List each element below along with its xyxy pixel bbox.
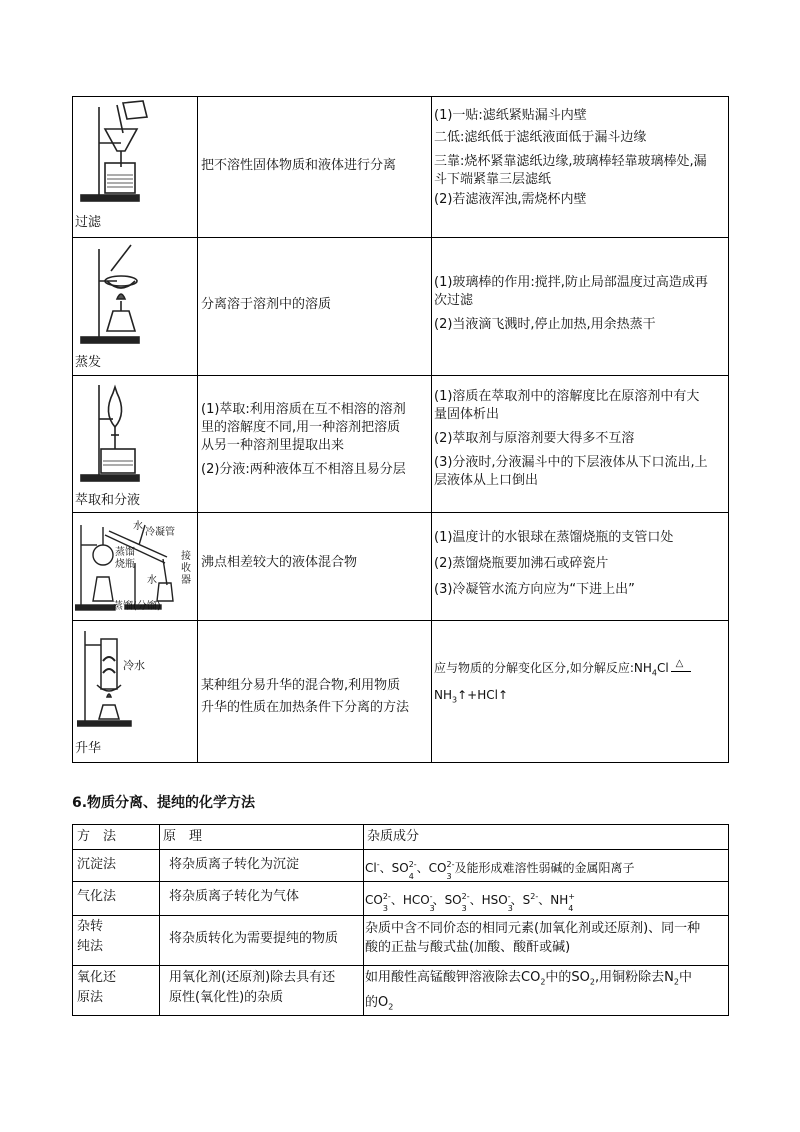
principle-line: (2)分液:两种液体互不相溶且易分层 [201, 462, 406, 477]
table-divider [73, 237, 728, 238]
principle-text [201, 155, 396, 177]
method-line: 杂转 [77, 919, 104, 934]
notes-text [434, 105, 726, 211]
principle-line: 里的溶解度不同,用一种溶剂把溶质 [201, 420, 401, 435]
apparatus-annotation: 器 [181, 575, 191, 586]
superscript: - [376, 860, 380, 869]
method-cell [77, 917, 103, 957]
note-line: 量固体析出 [434, 407, 500, 422]
condition-symbol: △ [675, 658, 684, 669]
note-line: (3)分液时,分液漏斗中的下层液体从下口流出,上 [434, 455, 708, 470]
column-header-impurity: 杂质成分 [367, 829, 420, 844]
section-title: 6.物质分离、提纯的化学方法 [72, 795, 256, 811]
method-label: 蒸发 [75, 355, 102, 370]
superscript: 2- [446, 860, 455, 869]
note-line: (3)冷凝管水流方向应为“下进上出” [434, 582, 635, 597]
principle-line: 把不溶性固体物质和液体进行分离 [201, 158, 397, 173]
table-divider [73, 915, 728, 916]
subscript: 3 [452, 695, 458, 705]
note-line: 三靠:烧杯紧靠滤纸边缘,玻璃棒轻靠玻璃棒处,漏 [434, 154, 707, 169]
note-text: ↑+HCl↑ [457, 688, 508, 703]
note-line: (1)一贴:滤纸紧贴漏斗内壁 [434, 108, 587, 123]
method-cell: 气化法 [77, 889, 117, 904]
apparatus-annotation: 水 [133, 521, 143, 532]
impurity-text: 中 [678, 970, 692, 985]
separation-table [72, 96, 729, 763]
principle-text [201, 552, 357, 574]
notes-text [434, 657, 728, 712]
impurity-line: 酸的正盐与酸式盐(加酸、酸酐或碱) [365, 940, 571, 955]
ion-charge [408, 855, 417, 881]
apparatus-annotation: 水 [147, 575, 157, 586]
apparatus-caption: 蒸馏(分馏) [113, 601, 161, 612]
principle-line: 从另一种溶剂里提取出来 [201, 438, 345, 453]
ion-text: 、SO [379, 861, 409, 875]
principle-cell: 将杂质转化为需要提纯的物质 [169, 931, 339, 946]
apparatus-annotation: 收 [181, 563, 191, 574]
ion-text: 、NH [538, 893, 569, 907]
subscript: 2 [540, 977, 546, 987]
method-label: 萃取和分液 [75, 493, 141, 508]
chemical-methods-table [72, 824, 729, 1016]
ion-text: 、S [510, 893, 531, 907]
note-line [434, 684, 728, 711]
note-line: (1)温度计的水银球在蒸馏烧瓶的支管口处 [434, 530, 674, 545]
principle-cell: 将杂质离子转化为沉淀 [169, 857, 300, 872]
note-line: 层液体从上口倒出 [434, 473, 539, 488]
superscript: 2- [382, 892, 391, 901]
subscript: 3 [382, 904, 388, 913]
subscript: 3 [507, 904, 513, 913]
apparatus-annotation: 冷水 [123, 659, 145, 672]
ion-text: 、CO [416, 861, 447, 875]
table-divider [73, 375, 728, 376]
method-line: 原法 [77, 990, 104, 1005]
table-divider [431, 97, 432, 762]
note-line: (2)若滤液浑浊,需烧杯内壁 [434, 192, 587, 207]
principle-text [201, 675, 429, 719]
note-line: 二低:滤纸低于滤纸液面低于漏斗边缘 [434, 130, 647, 145]
column-header-principle: 原 理 [163, 829, 203, 844]
apparatus-annotation: 烧瓶 [115, 559, 135, 570]
principle-line: 分离溶于溶剂中的溶质 [201, 297, 332, 312]
table-divider [197, 97, 198, 762]
principle-line: 原性(氧化性)的杂质 [169, 990, 284, 1005]
subscript: 4 [568, 904, 574, 913]
subscript: 3 [461, 904, 467, 913]
method-line: 氧化还 [77, 970, 117, 985]
superscript: 2- [530, 892, 539, 901]
principle-line: 某种组分易升华的混合物,利用物质 [201, 678, 401, 693]
ion-charge [446, 855, 455, 881]
ion-charge [461, 887, 470, 913]
ion-text: Cl [365, 861, 377, 875]
ion-charge [568, 887, 575, 913]
impurity-cell [365, 855, 635, 881]
table-divider [73, 620, 728, 621]
ion-text: 、HSO [469, 893, 508, 907]
principle-text [201, 294, 331, 316]
principle-line: 升华的性质在加热条件下分离的方法 [201, 700, 410, 715]
impurity-line: 杂质中含不同价态的相同元素(加氧化剂或还原剂)、同一种 [365, 921, 701, 936]
ion-charge [429, 887, 435, 913]
principle-line: 用氧化剂(还原剂)除去具有还 [169, 970, 336, 985]
superscript: 2- [461, 892, 470, 901]
ion-charge [382, 887, 391, 913]
subscript: 4 [651, 668, 657, 678]
note-line: (2)萃取剂与原溶剂要大得多不互溶 [434, 431, 635, 446]
note-text: NH [434, 688, 452, 703]
impurity-line [365, 993, 727, 1018]
subscript: 2 [589, 977, 595, 987]
table-divider [73, 965, 728, 966]
impurity-cell [365, 968, 727, 1017]
table-divider [159, 825, 160, 1015]
ion-text: CO [365, 893, 383, 907]
impurity-cell [365, 887, 575, 913]
method-label: 升华 [75, 741, 102, 756]
filtration-apparatus-image [77, 99, 173, 207]
subscript: 2 [388, 1002, 394, 1012]
principle-line: 沸点相差较大的液体混合物 [201, 555, 358, 570]
subscript: 2 [673, 977, 679, 987]
principle-text [201, 401, 429, 481]
notes-text [434, 274, 726, 336]
method-cell: 沉淀法 [77, 857, 117, 872]
note-line: 斗下端紧靠三层滤纸 [434, 172, 552, 187]
apparatus-annotation: 冷凝管 [145, 527, 175, 538]
table-divider [73, 881, 728, 882]
subscript: 3 [446, 872, 452, 881]
impurity-text: ,用铜粉除去N [595, 970, 674, 985]
subscript: 4 [408, 872, 414, 881]
superscript: - [507, 892, 511, 901]
impurity-text: 的O [365, 994, 389, 1010]
evaporation-apparatus-image [77, 241, 173, 349]
principle-cell: 将杂质离子转化为气体 [169, 889, 300, 904]
apparatus-annotation: 接 [181, 551, 191, 562]
note-line: (1)溶质在萃取剂中的溶解度比在原溶剂中有大 [434, 389, 700, 404]
ion-charge [507, 887, 513, 913]
superscript: 2- [408, 860, 417, 869]
apparatus-annotation: 蒸馏 [115, 547, 135, 558]
ion-text: 、SO [432, 893, 462, 907]
column-header-method: 方 法 [77, 829, 117, 844]
method-cell [77, 968, 116, 1008]
impurity-text: 中的SO [545, 970, 590, 985]
note-line: 次过滤 [434, 293, 474, 308]
subscript: 3 [429, 904, 435, 913]
table-divider [73, 849, 728, 850]
impurity-line [365, 968, 727, 993]
note-text: Cl [656, 661, 669, 675]
note-line: (1)玻璃棒的作用:搅拌,防止局部温度过高造成再 [434, 275, 708, 290]
principle-line: (1)萃取:利用溶质在互不相溶的溶剂 [201, 402, 406, 417]
superscript: - [429, 892, 433, 901]
table-divider [363, 825, 364, 1015]
note-line: (2)蒸馏烧瓶要加沸石或碎瓷片 [434, 556, 609, 571]
notes-text [434, 388, 726, 490]
method-line: 纯法 [77, 939, 104, 954]
ion-text: 、HCO [390, 893, 430, 907]
note-text: 应与物质的分解变化区分,如分解反应:NH [434, 661, 652, 675]
sublimation-apparatus-image [77, 625, 157, 727]
principle-cell [169, 968, 335, 1008]
impurity-text: 如用酸性高锰酸钾溶液除去CO [365, 970, 541, 985]
extraction-apparatus-image [77, 379, 173, 487]
superscript: + [568, 892, 575, 901]
method-label: 过滤 [75, 215, 102, 230]
table-divider [73, 512, 728, 513]
ion-text: 及能形成难溶性弱碱的金属阳离子 [454, 861, 635, 875]
notes-text [434, 527, 726, 601]
note-line [434, 657, 728, 684]
impurity-cell [365, 919, 727, 957]
note-line: (2)当液滴飞溅时,停止加热,用余热蒸干 [434, 317, 656, 332]
